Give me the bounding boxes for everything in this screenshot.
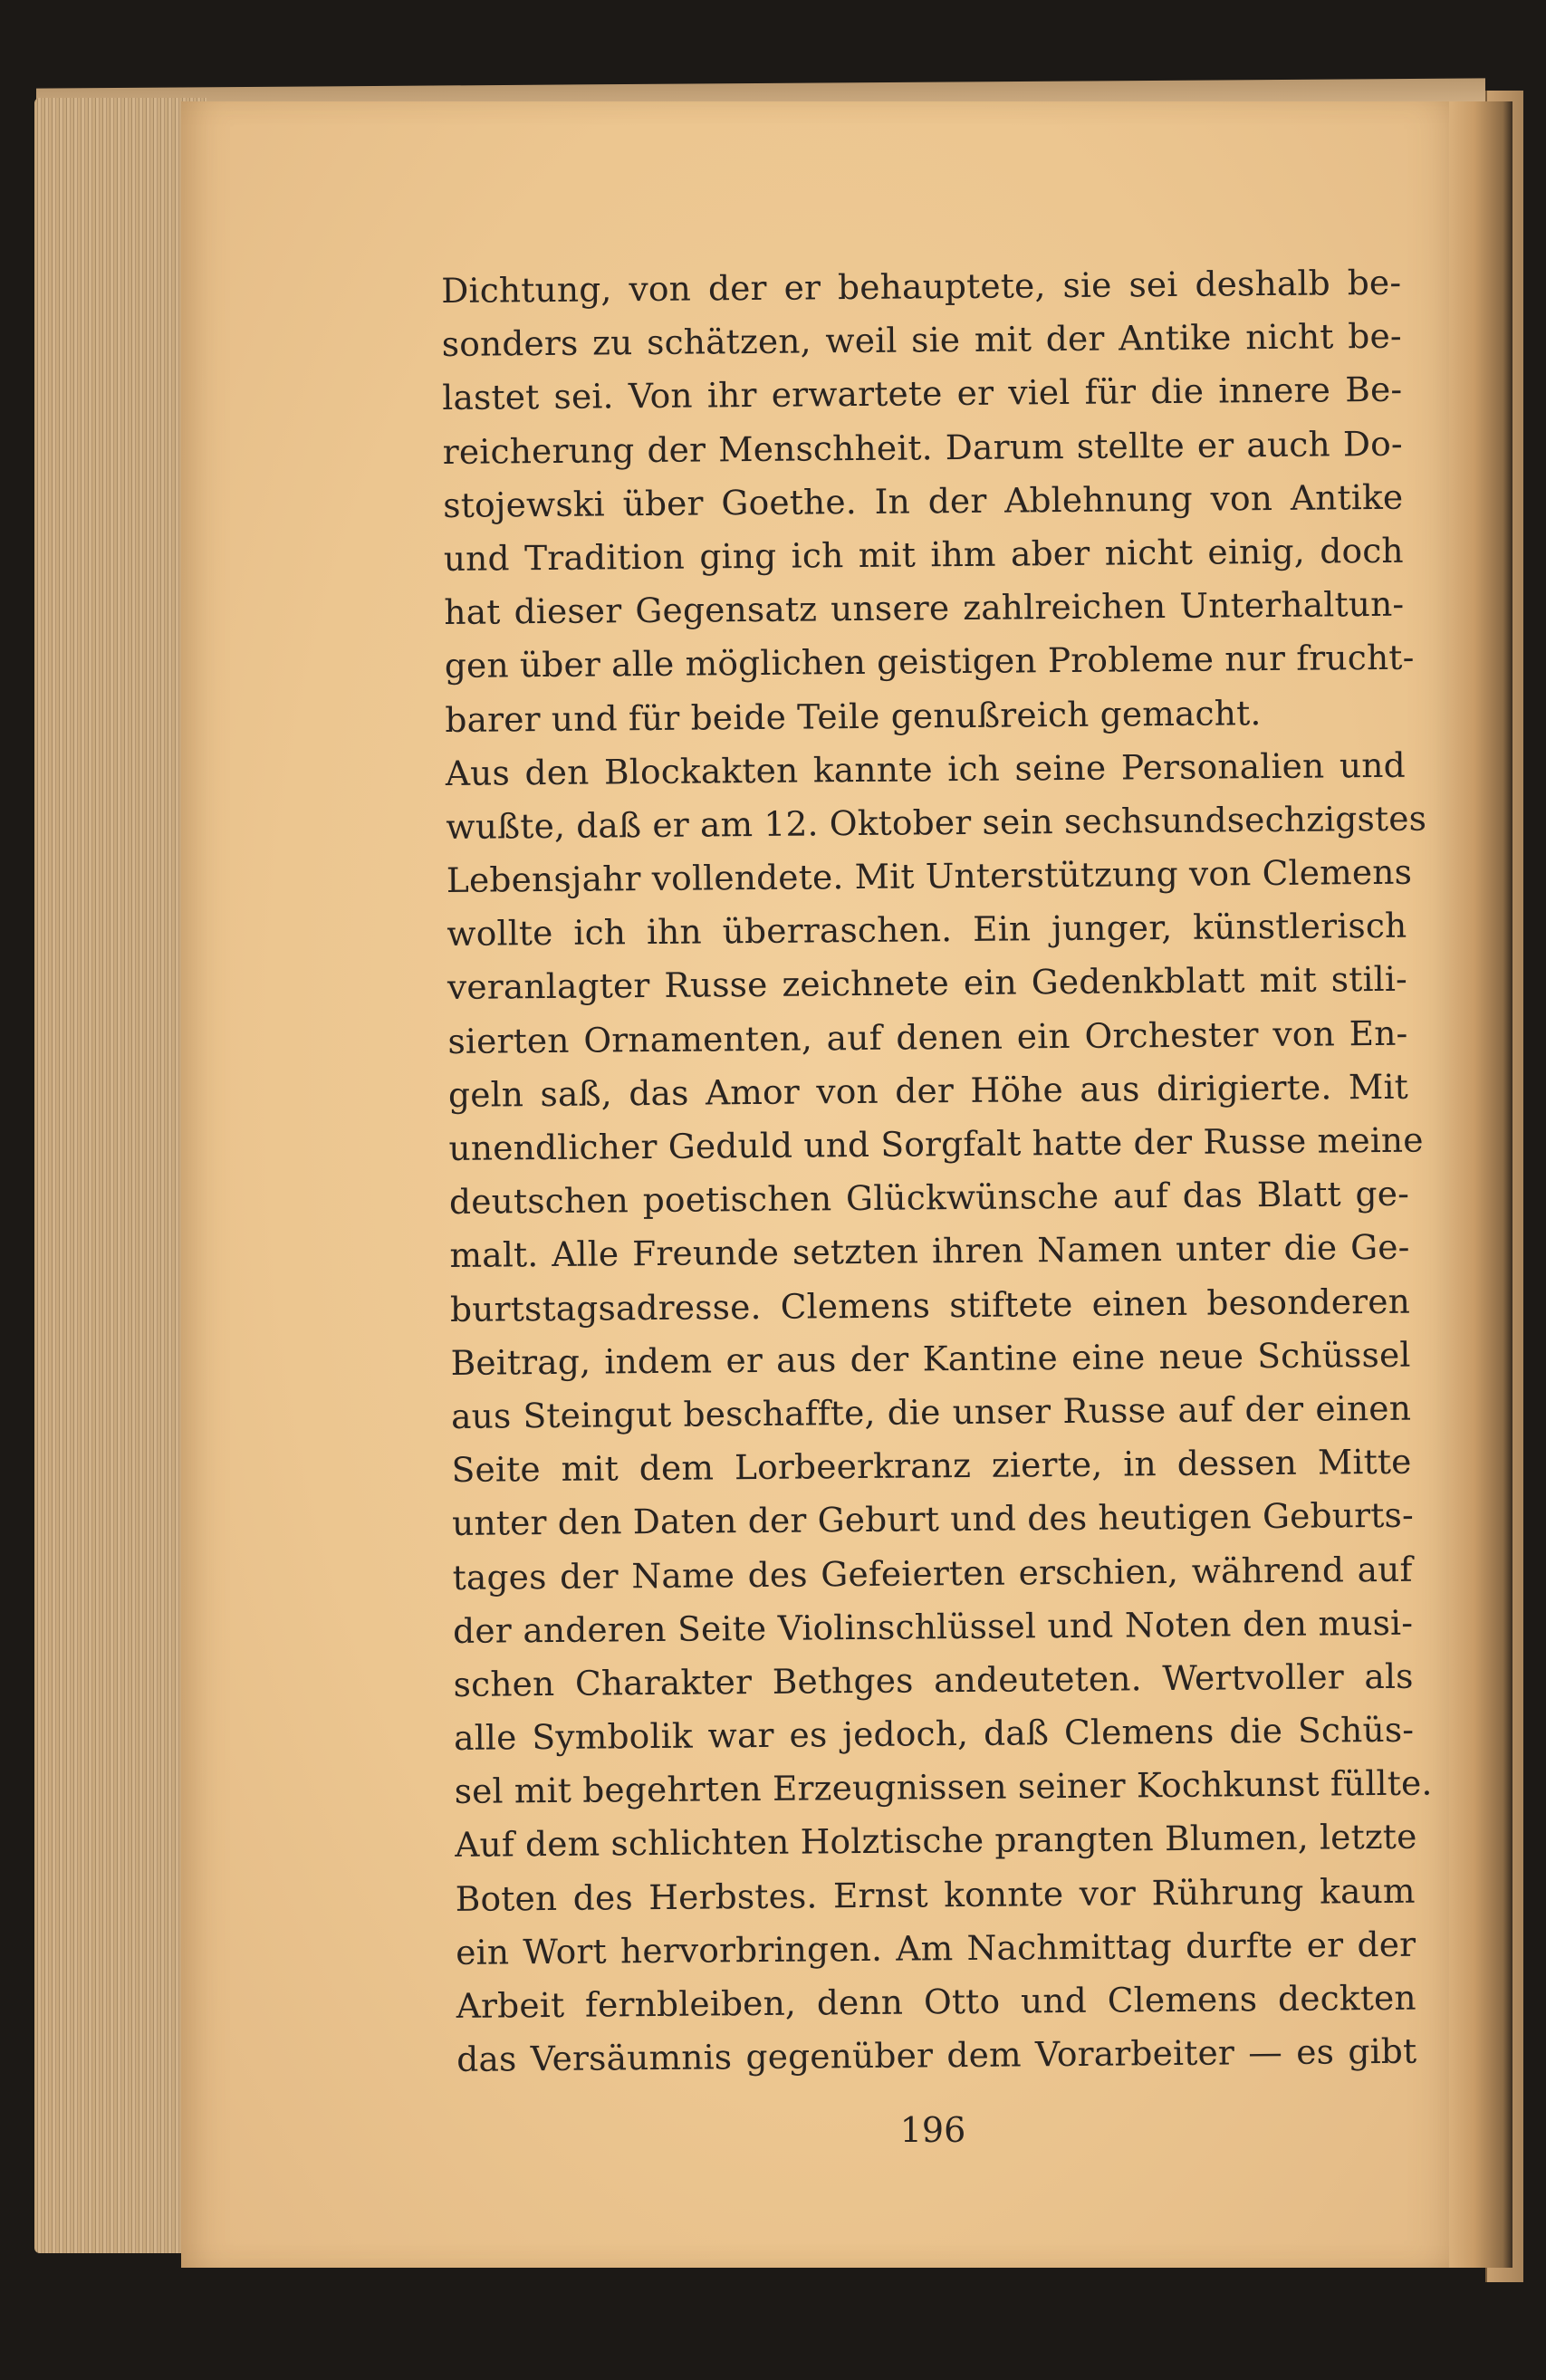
text-line: sel mit begehrten Erzeugnissen seiner Kochkunst füllte. (454, 1762, 1433, 1812)
text-line: reicherung der Menschheit. Darum stellte er auch Do- (442, 423, 1403, 472)
text-line: und Tradition ging ich mit ihm aber nicht einig, doch (443, 530, 1404, 579)
text-line: aus Steingut beschaffte, die unser Russe auf der einen (450, 1387, 1412, 1436)
text-line-paragraph-end: barer und für beide Teile genußreich gemacht. (445, 692, 1262, 740)
book-gutter (1449, 101, 1512, 2268)
text-line: der anderen Seite Violinschlüssel und Noten den musi- (452, 1602, 1414, 1651)
text-line: burtstagsadresse. Clemens stiftete einen besonderen (449, 1281, 1411, 1329)
text-line: veranlagter Russe zeichnete ein Gedenkblatt mit stili- (447, 959, 1408, 1008)
text-line: sonders zu schätzen, weil sie mit der Antike nicht be- (441, 315, 1402, 365)
text-line: wollte ich ihn überraschen. Ein junger, künstlerisch (447, 905, 1407, 955)
text-line: lastet sei. Von ihr erwartete er viel für die innere Be- (442, 369, 1403, 418)
text-line: sierten Ornamenten, auf denen ein Orchester von En- (447, 1012, 1408, 1061)
text-line: deutschen poetischen Glückwünsche auf das Blatt ge- (448, 1173, 1410, 1223)
text-line: ein Wort hervorbringen. Am Nachmittag durfte er der (456, 1924, 1416, 1972)
text-line: Lebensjahr vollendete. Mit Unterstützung von Clemens (446, 851, 1413, 901)
text-line: unter den Daten der Geburt und des heutigen Geburts- (451, 1494, 1415, 1544)
text-line: wußte, daß er am 12. Oktober sein sechsundsechzigstes (446, 798, 1427, 847)
text-line: schen Charakter Bethges andeuteten. Wertvoller als (453, 1655, 1414, 1704)
text-line: malt. Alle Freunde setzten ihren Namen unter die Ge- (449, 1227, 1410, 1276)
text-line: tages der Name des Gefeierten erschien, während auf (452, 1549, 1413, 1598)
text-line: hat dieser Gegensatz unsere zahlreichen Unterhaltun- (444, 583, 1405, 633)
text-line: unendlicher Geduld und Sorgfalt hatte der Russe meine (448, 1119, 1424, 1168)
text-line: gen über alle möglichen geistigen Probleme nur frucht- (444, 637, 1415, 686)
text-line: Auf dem schlichten Holztische prangten Blumen, letzte (455, 1817, 1417, 1866)
text-line: Beitrag, indem er aus der Kantine eine neue Schüssel (450, 1334, 1411, 1383)
text-line: Aus den Blockakten kannte ich seine Personalien und (445, 744, 1407, 793)
page-number: 196 (899, 2110, 966, 2150)
text-line: Dichtung, von der er behauptete, sie sei deshalb be- (441, 262, 1402, 311)
text-line: alle Symbolik war es jedoch, daß Clemens die Schüs- (454, 1709, 1415, 1758)
text-line: Boten des Herbstes. Ernst konnte vor Rührung kaum (455, 1870, 1416, 1919)
text-line: geln saß, das Amor von der Höhe aus dirigierte. Mit (447, 1066, 1409, 1115)
body-text (441, 256, 1433, 2087)
text-line: Arbeit fernbleiben, denn Otto und Clemens deckten (456, 1977, 1416, 2026)
text-line: Seite mit dem Lorbeerkranz zierte, in dessen Mitte (451, 1441, 1412, 1491)
text-line: das Versäumnis gegenüber dem Vorarbeiter — es gibt (456, 2030, 1417, 2080)
text-line: stojewski über Goethe. In der Ablehnung von Antike (443, 476, 1404, 525)
